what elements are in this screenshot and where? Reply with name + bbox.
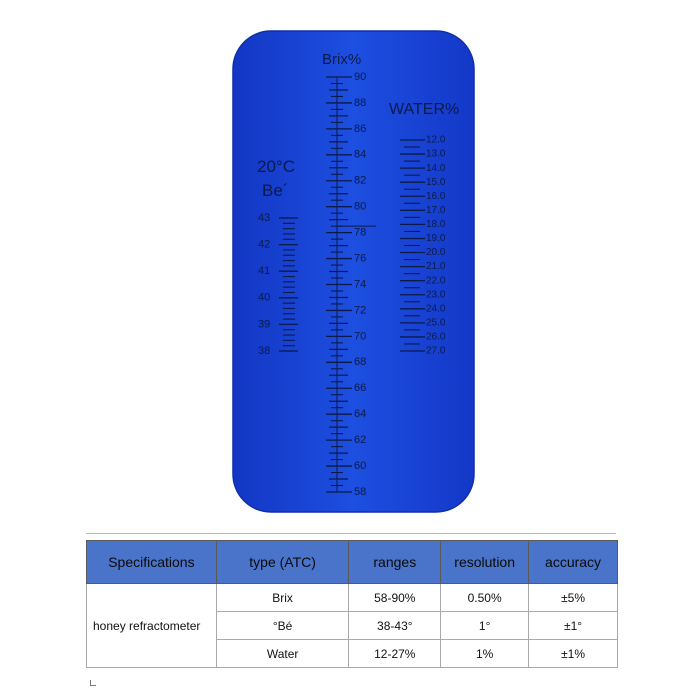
table-row [87,584,618,612]
header-resolution: resolution [441,541,529,584]
type-cell: Brix [216,584,349,612]
tick-label: 82 [354,174,367,187]
header-type: type (ATC) [216,541,349,584]
tick-label: 38 [258,344,271,357]
tick-label: 84 [354,148,367,161]
product-name-cell: honey refractometer [87,584,217,668]
tick-label: 17.0 [426,204,446,216]
tick-label: 42 [258,238,271,251]
range-cell: 12-27% [349,640,441,668]
temperature-label: 20°C [257,157,295,176]
tick-label: 15.0 [426,176,446,188]
tick-label: 74 [354,278,367,291]
accuracy-cell: ±5% [529,584,618,612]
tick-label: 64 [354,408,367,421]
tick-label: 39 [258,318,271,331]
brix-title: Brix% [322,51,362,68]
tick-label: 76 [354,252,367,265]
tick-label: 80 [354,200,367,213]
tick-label: 78 [354,226,367,239]
tick-label: 22.0 [426,275,446,287]
be-label: Be´ [262,181,289,200]
resolution-cell: 0.50% [441,584,529,612]
tick-label: 90 [354,70,367,83]
type-cell: °Bé [216,612,349,640]
tick-label: 70 [354,330,367,343]
tick-label: 72 [354,304,367,317]
resolution-cell: 1° [441,612,529,640]
tick-label: 12.0 [426,134,446,146]
tick-label: 16.0 [426,190,446,202]
tick-label: 66 [354,382,367,395]
tick-label: 86 [354,122,367,135]
tick-label: 40 [258,291,271,304]
specifications-table [86,540,618,668]
tick-label: 41 [258,265,271,278]
tick-label: 14.0 [426,162,446,174]
resolution-cell: 1% [441,640,529,668]
header-specifications: Specifications [87,541,217,584]
header-ranges: ranges [349,541,441,584]
tick-label: 58 [354,485,367,498]
accuracy-cell: ±1% [529,640,618,668]
tick-label: 25.0 [426,317,446,329]
range-cell: 58-90% [349,584,441,612]
table-header-row [87,541,618,584]
range-cell: 38-43° [349,612,441,640]
type-cell: Water [216,640,349,668]
tick-label: 88 [354,96,367,109]
tick-label: 24.0 [426,303,446,315]
tick-label: 27.0 [426,345,446,357]
tick-label: 62 [354,434,367,447]
tick-label: 68 [354,356,367,369]
accuracy-cell: ±1° [529,612,618,640]
tick-label: 60 [354,459,367,472]
tick-label: 26.0 [426,331,446,343]
header-accuracy: accuracy [529,541,618,584]
tick-label: 23.0 [426,289,446,301]
tick-label: 21.0 [426,261,446,273]
tick-label: 19.0 [426,233,446,245]
tick-label: 43 [258,211,271,224]
water-title: WATER% [389,101,460,118]
divider-line [86,533,616,534]
tick-label: 18.0 [426,219,446,231]
tick-label: 20.0 [426,247,446,259]
tick-label: 13.0 [426,148,446,160]
corner-mark [90,680,96,686]
